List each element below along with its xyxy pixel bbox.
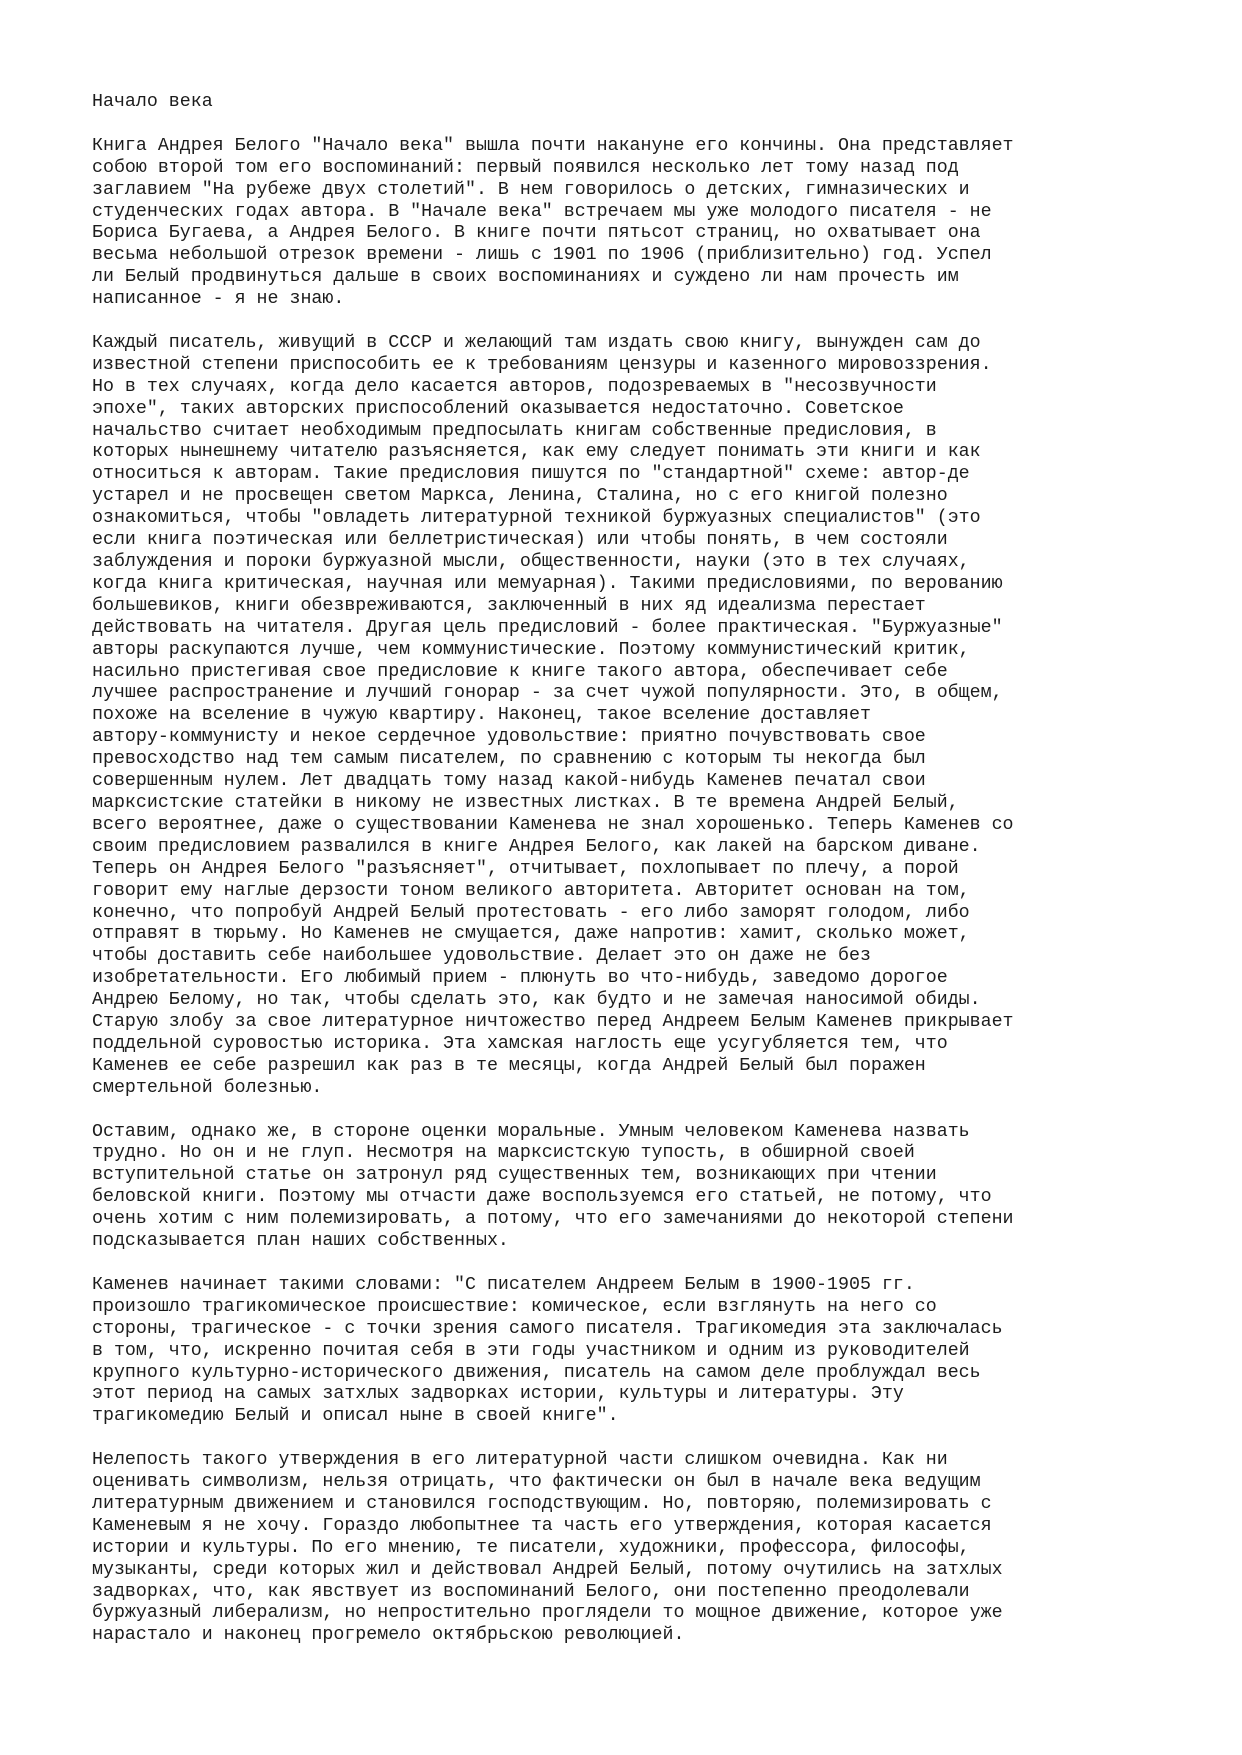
text-line: беловской книги. Поэтому мы отчасти даже воспользуемся его статьей, не потому, что (92, 1187, 992, 1208)
text-line: насильно пристегивая свое предисловие к книге такого автора, обеспечивает себе (92, 661, 948, 682)
text-line: трагикомедию Белый и описал ныне в своей книге". (92, 1406, 619, 1427)
text-line: всего вероятнее, даже о существовании Каменева не знал хорошенько. Теперь Каменев со (92, 814, 1014, 835)
text-line: Бориса Бугаева, а Андрея Белого. В книге почти пятьсот страниц, но охватывает она (92, 223, 981, 244)
text-line: действовать на читателя. Другая цель предисловий - более практическая. "Буржуазные" (92, 617, 1003, 638)
paragraph (92, 1275, 1192, 1428)
text-line: марксистские статейки в никому не известных листках. В те времена Андрей Белый, (92, 792, 959, 813)
paragraph (92, 136, 1192, 311)
text-line: смертельной болезнью. (92, 1077, 323, 1098)
text-line: вступительной статье он затронул ряд существенных тем, возникающих при чтении (92, 1165, 937, 1186)
text-line: относиться к авторам. Такие предисловия пишутся по "стандартной" схеме: автор-де (92, 464, 970, 485)
text-line: этот период на самых затхлых задворках истории, культуры и литературы. Эту (92, 1384, 904, 1405)
paragraph (92, 1450, 1192, 1647)
document-body (92, 136, 1192, 1647)
text-line: Андрею Белому, но так, чтобы сделать это, как будто и не замечая наносимой обиды. (92, 990, 981, 1011)
text-line: чтобы доставить себе наибольшее удовольствие. Делает это он даже не без (92, 946, 871, 967)
text-line: Теперь он Андрея Белого "разъясняет", отчитывает, похлопывает по плечу, а порой (92, 858, 959, 879)
text-line: весьма небольшой отрезок времени - лишь с 1901 по 1906 (приблизительно) год. Успел (92, 245, 992, 266)
text-line: своим предисловием развалился в книге Андрея Белого, как лакей на барском диване. (92, 836, 981, 857)
text-line: похоже на вселение в чужую квартиру. Наконец, такое вселение доставляет (92, 705, 871, 726)
text-line: написанное - я не знаю. (92, 289, 345, 310)
text-line: если книга поэтическая или беллетристическая) или чтобы понять, в чем состояли (92, 530, 948, 551)
text-line: начальство считает необходимым предпосылать книгам собственные предисловия, в (92, 420, 937, 441)
text-line: известной степени приспособить ее к требованиям цензуры и казенного мировоззрения. (92, 354, 992, 375)
text-line: Каждый писатель, живущий в СССР и желающий там издать свою книгу, вынужден сам до (92, 332, 981, 353)
text-line: в том, что, искренно почитая себя в эти годы участником и одним из руководителей (92, 1340, 970, 1361)
text-line: заблуждения и пороки буржуазной мысли, общественности, науки (это в тех случаях, (92, 552, 970, 572)
text-line: подсказывается план наших собственных. (92, 1231, 509, 1252)
text-line: Каменев начинает такими словами: "С писателем Андреем Белым в 1900-1905 гг. (92, 1274, 915, 1295)
text-line: которых нынешнему читателю разъясняется, как ему следует понимать эти книги и как (92, 442, 981, 463)
paragraph (92, 333, 1192, 1100)
text-line: эпохе", таких авторских приспособлений оказывается недостаточно. Советское (92, 398, 904, 419)
text-line: ли Белый продвинуться дальше в своих воспоминаниях и суждено ли нам прочесть им (92, 267, 959, 288)
text-line: Старую злобу за свое литературное ничтожество перед Андреем Белым Каменев прикрывает (92, 1012, 1014, 1033)
text-line: истории и культуры. По его мнению, те писатели, художники, профессора, философы, (92, 1537, 970, 1558)
text-line: задворках, что, как явствует из воспоминаний Белого, они постепенно преодолевали (92, 1581, 970, 1602)
text-line: отправят в тюрьму. Но Каменев не смущается, даже напротив: хамит, сколько может, (92, 924, 970, 945)
text-line: Каменев ее себе разрешил как раз в те месяцы, когда Андрей Белый был поражен (92, 1055, 926, 1076)
paragraph (92, 1122, 1192, 1253)
text-line: поддельной суровостью историка. Эта хамская наглость еще усугубляется тем, что (92, 1033, 948, 1054)
text-line: лучшее распространение и лучший гонорар - за счет чужой популярности. Это, в общем, (92, 683, 1003, 704)
document-page (92, 92, 1192, 1669)
text-line: оценивать символизм, нельзя отрицать, что фактически он был в начале века ведущим (92, 1472, 981, 1493)
text-line: устарел и не просвещен светом Маркса, Ленина, Сталина, но с его книгой полезно (92, 486, 948, 507)
text-line: очень хотим с ним полемизировать, а потому, что его замечаниями до некоторой степени (92, 1209, 1014, 1230)
text-line: стороны, трагическое - с точки зрения самого писателя. Трагикомедия эта заключалась (92, 1318, 1003, 1339)
text-line: когда книга критическая, научная или мемуарная). Такими предисловиями, по верованию (92, 573, 1003, 594)
text-line: студенческих годах автора. В "Начале века" встречаем мы уже молодого писателя - не (92, 201, 992, 222)
text-line: совершенным нулем. Лет двадцать тому назад какой-нибудь Каменев печатал свои (92, 771, 926, 792)
document-title: Начало века (92, 92, 213, 112)
text-line: литературным движением и становился господствующим. Но, повторяю, полемизировать с (92, 1493, 992, 1514)
text-line: авторы раскупаются лучше, чем коммунистические. Поэтому коммунистический критик, (92, 639, 970, 660)
text-line: заглавием "На рубеже двух столетий". В нем говорилось о детских, гимназических и (92, 179, 970, 200)
text-line: Нелепость такого утверждения в его литературной части слишком очевидна. Как ни (92, 1450, 948, 1471)
text-line: трудно. Но он и не глуп. Несмотря на марксистскую тупость, в обширной своей (92, 1143, 915, 1164)
text-line: буржуазный либерализм, но непростительно проглядели то мощное движение, которое уже (92, 1603, 1003, 1624)
text-line: произошло трагикомическое происшествие: комическое, если взглянуть на него со (92, 1296, 937, 1317)
text-line: ознакомиться, чтобы "овладеть литературной техникой буржуазных специалистов" (это (92, 508, 981, 529)
text-line: говорит ему наглые дерзости тоном великого авторитета. Авторитет основан на том, (92, 880, 970, 901)
text-line: Каменевым я не хочу. Гораздо любопытнее та часть его утверждения, которая касается (92, 1515, 992, 1536)
text-line: конечно, что попробуй Андрей Белый протестовать - его либо заморят голодом, либо (92, 902, 970, 923)
text-line: Но в тех случаях, когда дело касается авторов, подозреваемых в "несозвучности (92, 376, 937, 397)
text-line: большевиков, книги обезвреживаются, заключенный в них яд идеализма перестает (92, 595, 926, 616)
text-line: автору-коммунисту и некое сердечное удовольствие: приятно почувствовать свое (92, 727, 926, 748)
text-line: собою второй том его воспоминаний: первый появился несколько лет тому назад под (92, 157, 959, 178)
text-line: изобретательности. Его любимый прием - плюнуть во что-нибудь, заведомо дорогое (92, 968, 948, 989)
text-line: музыканты, среди которых жил и действовал Андрей Белый, потому очутились на затхлых (92, 1559, 1003, 1580)
text-line: Книга Андрея Белого "Начало века" вышла почти накануне его кончины. Она представляет (92, 135, 1014, 156)
text-line: превосходство над тем самым писателем, по сравнению с которым ты некогда был (92, 749, 926, 770)
text-line: нарастало и наконец прогремело октябрьскою революцией. (92, 1625, 685, 1646)
text-line: Оставим, однако же, в стороне оценки моральные. Умным человеком Каменева назвать (92, 1121, 970, 1142)
text-line: крупного культурно-исторического движения, писатель на самом деле проблуждал весь (92, 1362, 981, 1383)
